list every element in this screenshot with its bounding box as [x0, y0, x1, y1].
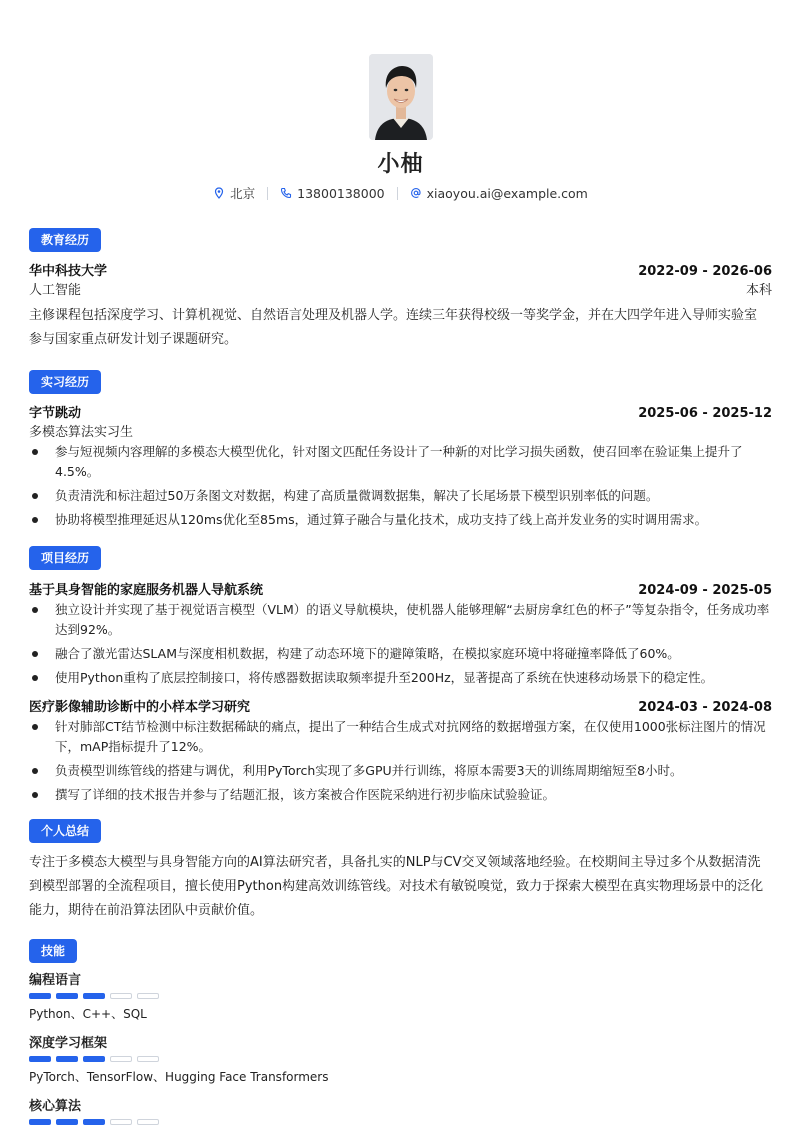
- skill-level-empty-segment: [110, 1119, 132, 1125]
- list-item: 使用Python重构了底层控制接口，将传感器数据读取频率提升至200Hz，显著提高了系统在快速移动场景下的稳定性。: [29, 668, 772, 688]
- education-entry-sub: [29, 279, 772, 298]
- skill-level-bar: [29, 993, 772, 999]
- skill-level-filled-segment: [56, 1056, 78, 1062]
- avatar: [369, 54, 433, 140]
- phone: [268, 186, 396, 201]
- school-name: 华中科技大学: [29, 264, 108, 279]
- list-item: 独立设计并实现了基于视觉语言模型（VLM）的语义导航模块，使机器人能够理解“去厨房拿红色的杯子”等复杂指令，任务成功率达到92%。: [29, 600, 772, 640]
- skills-section: [29, 939, 772, 1125]
- internship-date: 2025-06 - 2025-12: [638, 406, 772, 421]
- skill-level-filled-segment: [29, 1119, 51, 1125]
- skill-level-filled-segment: [56, 993, 78, 999]
- email[interactable]: [398, 186, 600, 201]
- list-item: 撰写了详细的技术报告并参与了结题汇报，该方案被合作医院采纳进行初步临床试验验证。: [29, 785, 772, 805]
- phone-text: 13800138000: [297, 185, 385, 201]
- phone-icon: [280, 187, 292, 199]
- project-date: 2024-03 - 2024-08: [638, 700, 772, 715]
- skill-level-filled-segment: [83, 1119, 105, 1125]
- resume-header: [29, 54, 772, 202]
- resume-page: [29, 54, 772, 1125]
- internship-role: 多模态算法实习生: [29, 425, 134, 440]
- project-entry-header: [29, 696, 772, 715]
- email-text[interactable]: xiaoyou.ai@example.com: [426, 185, 588, 201]
- skill-item: [29, 1095, 772, 1125]
- contact-info: [29, 184, 772, 202]
- skill-description: Python、C++、SQL: [29, 1007, 147, 1021]
- at-sign-icon: [410, 187, 422, 199]
- skill-level-empty-segment: [137, 1119, 159, 1125]
- skill-level-filled-segment: [83, 993, 105, 999]
- candidate-name: 小柚: [377, 152, 424, 177]
- list-item: 参与短视频内容理解的多模态大模型优化，针对图文匹配任务设计了一种新的对比学习损失函数，使召回率在验证集上提升了4.5%。: [29, 442, 772, 482]
- section-tag-summary: 个人总结: [29, 819, 101, 843]
- internship-section: [29, 370, 772, 530]
- skill-level-filled-segment: [29, 993, 51, 999]
- project-bullets: [29, 600, 772, 688]
- location: [201, 184, 267, 202]
- list-item: 负责模型训练管线的搭建与调优，利用PyTorch实现了多GPU并行训练，将原本需要3天的训练周期缩短至8小时。: [29, 761, 772, 781]
- project-title: 医疗影像辅助诊断中的小样本学习研究: [29, 700, 251, 715]
- projects-section: [29, 546, 772, 805]
- degree: 本科: [745, 283, 772, 298]
- major: 人工智能: [29, 283, 82, 298]
- skill-level-empty-segment: [110, 1056, 132, 1062]
- company-name: 字节跳动: [29, 406, 82, 421]
- skill-level-empty-segment: [137, 1056, 159, 1062]
- skill-level-bar: [29, 1056, 772, 1062]
- project-entry: [29, 579, 772, 688]
- skill-level-bar: [29, 1119, 772, 1125]
- skill-level-empty-segment: [110, 993, 132, 999]
- skill-description: PyTorch、TensorFlow、Hugging Face Transformers: [29, 1070, 329, 1084]
- skill-item: [29, 969, 772, 1022]
- list-item: 针对肺部CT结节检测中标注数据稀缺的痛点，提出了一种结合生成式对抗网络的数据增强方案，在仅使用1000张标注图片的情况下，mAP指标提升了12%。: [29, 717, 772, 757]
- summary-section: [29, 819, 772, 923]
- internship-bullets: [29, 442, 772, 530]
- project-entry: [29, 696, 772, 805]
- section-tag-education: 教育经历: [29, 228, 101, 252]
- education-description-line: 参与国家重点研发计划子课题研究。: [29, 332, 238, 347]
- project-title: 基于具身智能的家庭服务机器人导航系统: [29, 583, 264, 598]
- summary-text: [29, 851, 772, 923]
- avatar-portrait-icon: [369, 54, 433, 140]
- location-text: 北京: [230, 186, 256, 201]
- summary-line: 专注于多模态大模型与具身智能方向的AI算法研究者，具备扎实的NLP与CV交叉领域落地经验。在校期间主导过多个从数据清洗: [29, 855, 761, 870]
- project-bullets: [29, 717, 772, 805]
- summary-line: 能力，期待在前沿算法团队中贡献价值。: [29, 903, 264, 918]
- skill-level-filled-segment: [29, 1056, 51, 1062]
- section-tag-skills: 技能: [29, 939, 77, 963]
- project-entry-header: [29, 579, 772, 598]
- skill-name: 编程语言: [29, 973, 82, 988]
- internship-entry-header: [29, 402, 772, 421]
- education-entry-header: [29, 260, 772, 279]
- education-date: 2022-09 - 2026-06: [638, 264, 772, 279]
- skill-name: 深度学习框架: [29, 1036, 108, 1051]
- skill-level-filled-segment: [56, 1119, 78, 1125]
- skill-name: 核心算法: [29, 1099, 82, 1114]
- summary-line: 到模型部署的全流程项目，擅长使用Python构建高效训练管线。对技术有敏锐嗅觉，致力于探索大模型在真实物理场景中的泛化: [29, 879, 764, 894]
- section-tag-projects: 项目经历: [29, 546, 101, 570]
- list-item: 融合了激光雷达SLAM与深度相机数据，构建了动态环境下的避障策略，在模拟家庭环境中将碰撞率降低了60%。: [29, 644, 772, 664]
- skill-level-filled-segment: [83, 1056, 105, 1062]
- skill-level-empty-segment: [137, 993, 159, 999]
- section-tag-internship: 实习经历: [29, 370, 101, 394]
- list-item: 负责清洗和标注超过50万条图文对数据，构建了高质量微调数据集，解决了长尾场景下模型识别率低的问题。: [29, 486, 772, 506]
- education-description-line: 主修课程包括深度学习、计算机视觉、自然语言处理及机器人学。连续三年获得校级一等奖学金，并在大四学年进入导师实验室: [29, 308, 758, 323]
- education-section: [29, 228, 772, 352]
- education-description: [29, 304, 772, 352]
- location-pin-icon: [213, 187, 225, 199]
- skill-item: [29, 1032, 772, 1085]
- list-item: 协助将模型推理延迟从120ms优化至85ms，通过算子融合与量化技术，成功支持了线上高并发业务的实时调用需求。: [29, 510, 772, 530]
- project-date: 2024-09 - 2025-05: [638, 583, 772, 598]
